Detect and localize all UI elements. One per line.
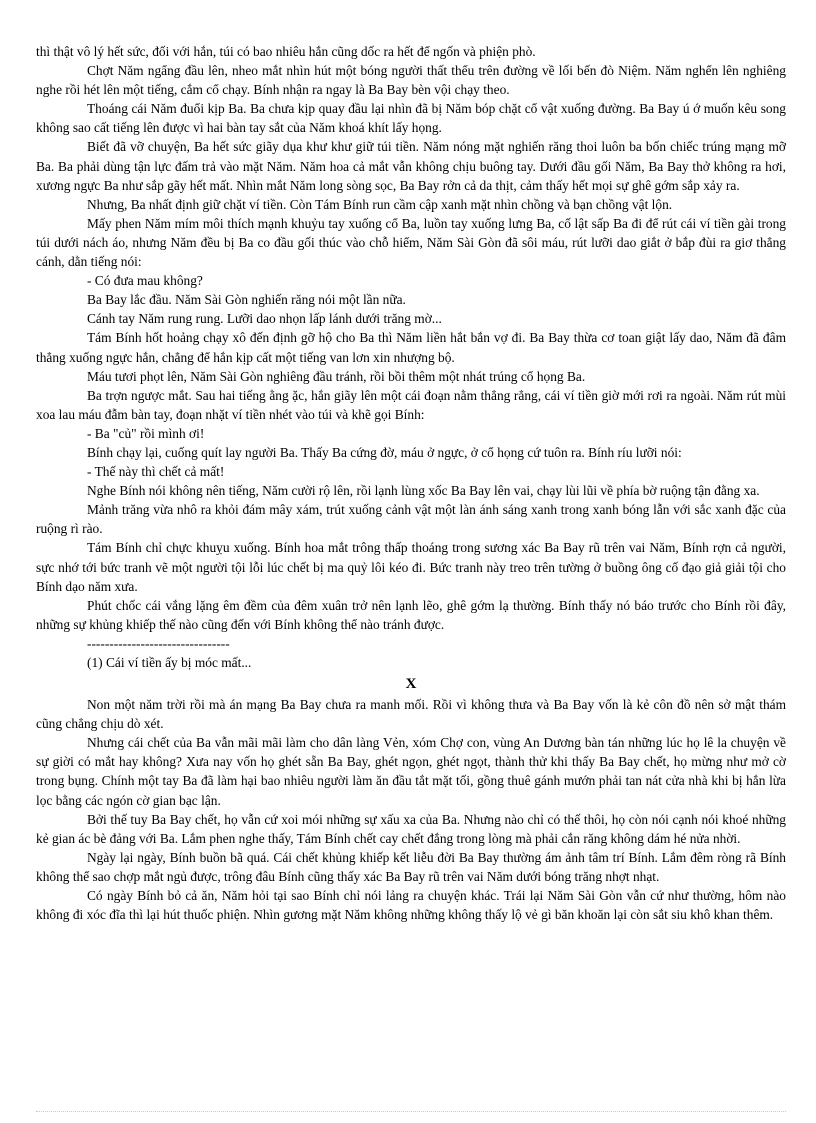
- paragraph-12: Ba trợn ngược mắt. Sau hai tiếng ằng ặc, hắn giãy lên một cái đoạn nằm thẳng rẳng, cái ví tiền giờ mới rơi ra ngoài. Năm rút mùi xoa lau máu đẫm bàn tay, đoạn nhặt ví tiền nhét vào túi và khẽ gọi Bính:: [36, 387, 786, 422]
- paragraph-16: Nghe Bính nói không nên tiếng, Năm cười rộ lên, rồi lạnh lùng xốc Ba Bay lên vai, chạy lùi lũi về phía bờ ruộng tận đằng xa.: [87, 483, 760, 499]
- paragraph-after-1: Non một năm trời rồi mà án mạng Ba Bay chưa ra manh mối. Rồi vì không thưa và Ba Bay vốn là kẻ côn đồ nên sở mật thám cũng chẳng chịu dò xét.: [36, 697, 786, 732]
- paragraph-3: Thoáng cái Năm đuổi kịp Ba. Ba chưa kịp quay đầu lại nhìn đã bị Năm bóp chặt cổ vật xuống đường. Ba Bay ú ớ muốn kêu song không sao cất tiếng lên được vì hai bàn tay sắt của Năm khoá khít lấy họng.: [36, 101, 786, 136]
- paragraph-9: Cánh tay Năm rung rung. Lưỡi dao nhọn lấp lánh dưới trăng mờ...: [87, 311, 442, 327]
- paragraph-after-2: Nhưng cái chết của Ba vẫn mãi mãi làm cho dân làng Vẻn, xóm Chợ con, vùng An Dương bàn tán những lúc họ lê la chuyện về sự giời có mắt hay không? Xưa nay vốn họ ghét sẵn Ba Bay, ghét ngọn, ghét ngọt, thành thử khi thấy Ba Bay chết, họ mừng như mở cờ trong bụng. Chính một tay Ba đã làm hại bao nhiêu người làm ăn đầu tắt mặt tối, gồng thuê gánh mướn phải tan nát cửa nhà khi bị hắn lừa lọc bằng các ngón cờ gian bạc lận.: [36, 735, 786, 808]
- paragraph-4: Biết đã vỡ chuyện, Ba hết sức giãy dụa khư khư giữ túi tiền. Năm nóng mặt nghiến răng thoi luôn ba bốn chiếc trúng mạng mỡ Ba. Ba phải dùng tận lực đấm trả vào mặt Năm. Năm hoa cả mắt vẫn không chịu buông tay. Dưới đầu gối Năm, Ba Bay thở không ra hơi, xương ngực Ba như sắp gãy hết mất. Nhìn mắt Năm long sòng sọc, Ba Bay rởn cả da thịt, cảm thấy hết mọi sự ghê gớm sắp xảy ra.: [36, 139, 786, 193]
- footnote: (1) Cái ví tiền ấy bị móc mất...: [87, 655, 252, 670]
- dialogue-line: - Thế này thì chết cả mất!: [87, 464, 225, 480]
- paragraph-18: Tám Bính chỉ chực khuỵu xuống. Bính hoa mắt trông thấp thoáng trong sương xác Ba Bay rũ trên vai Năm, Bính rợn cả người, sực nhớ tới bức tranh vẽ một người tội lỗi lúc chết bị ma quỷ lôi kéo đi. Bức tranh này treo trên tường ở buồng ông cố đạo giả giải tội cho Bính dạo năm xưa.: [36, 540, 786, 594]
- paragraph-1: thì thật vô lý hết sức, đối với hắn, túi có bao nhiêu hắn cũng dốc ra hết để ngốn và phiện phò.: [36, 44, 536, 59]
- paragraph-14: Bính chạy lại, cuống quít lay người Ba. Thấy Ba cứng đờ, máu ở ngực, ở cổ họng cứ tuôn ra. Bính ríu lưỡi nói:: [87, 444, 682, 460]
- paragraph-after-3: Bởi thế tuy Ba Bay chết, họ vẫn cứ xoi mói những sự xấu xa của Ba. Nhưng nào chỉ có thế thôi, họ còn nói cạnh nói khoé những kẻ gian ác bè đảng với Ba. Lắm phen nghe thấy, Tám Bính chết cay chết đắng trong lòng mà phải cắn răng không dám hé nửa nhời.: [36, 811, 786, 846]
- paragraph-11: Máu tươi phọt lên, Năm Sài Gòn nghiêng đầu tránh, rồi bồi thêm một nhát trúng cổ họng Ba.: [87, 368, 586, 384]
- paragraph-8: Ba Bay lắc đầu. Năm Sài Gòn nghiến răng nói một lần nữa.: [87, 292, 406, 308]
- dialogue-line: - Có đưa mau không?: [87, 273, 203, 289]
- footnote-separator: --------------------------------: [87, 635, 230, 651]
- paragraph-after-5: Có ngày Bính bỏ cả ăn, Năm hỏi tại sao Bính chỉ nói lảng ra chuyện khác. Trái lại Năm Sài Gòn vẫn cứ như thường, hôm nào không đi xóc đĩa thì lại hút thuốc phiện. Nhìn gương mặt Năm không những không thấy lộ vẻ gì băn khoăn lại còn sắt siu khô khan thêm.: [36, 888, 786, 923]
- dialogue-line: - Ba "củ" rồi mình ơi!: [87, 425, 205, 441]
- paragraph-10: Tám Bính hốt hoảng chạy xô đến định gỡ hộ cho Ba thì Năm liền hắt bắn vợ đi. Ba Bay thừa cơ toan giật lấy dao, Năm đã đâm thẳng xuống ngực hắn, chẳng để hắn kịp cất một tiếng van lơn xin nhượng bộ.: [36, 330, 786, 365]
- document-page: [36, 42, 786, 924]
- paragraph-2: Chợt Năm ngẩng đầu lên, nheo mắt nhìn hút một bóng người thất thểu trên đường về lối bến đò Niệm. Năm nghển lên nghiêng nghe rồi hét lên một tiếng, cắm cổ chạy. Bính nhận ra ngay là Ba Bay bèn vội chạy theo.: [36, 63, 786, 98]
- paragraph-6: Mấy phen Năm mím môi thích mạnh khuỷu tay xuống cổ Ba, luồn tay xuống lưng Ba, cố lật sấp Ba đi để rút cái ví tiền gài trong túi dưới nách áo, nhưng Năm đều bị Ba co đầu gối thúc vào chỗ hiểm, Năm Sài Gòn đã sôi máu, rút lưỡi dao giắt ở bắp đùi ra giơ thẳng cánh, dằn tiếng nói:: [36, 215, 786, 270]
- paragraph-after-4: Ngày lại ngày, Bính buồn bã quá. Cái chết khủng khiếp kết liễu đời Ba Bay thường ám ảnh tâm trí Bính. Lắm đêm ròng rã Bính không thể sao chợp mắt ngủ được, trông đâu Bính cũng thấy xác Ba Bay rũ trên vai Năm dưới bóng trăng nhợt nhạt.: [36, 849, 786, 884]
- paragraph-17: Mảnh trăng vừa nhô ra khỏi đám mây xám, trút xuống cảnh vật một làn ánh sáng xanh trong xanh bóng lẫn với sắc xanh đặc của ruộng rì rào.: [36, 502, 786, 537]
- paragraph-19: Phút chốc cái vắng lặng êm đềm của đêm xuân trở nên lạnh lẽo, ghê gớm lạ thường. Bính thấy nó báo trước cho Bính rồi đây, những sự khủng khiếp thế nào cũng đến với Bính không thể nào tránh được.: [36, 597, 786, 632]
- chapter-heading: X: [405, 676, 417, 693]
- paragraph-5: Nhưng, Ba nhất định giữ chặt ví tiền. Còn Tám Bính run cầm cập xanh mặt nhìn chồng và bạn chồng vật lộn.: [87, 196, 673, 212]
- page-bottom-rule: [36, 1111, 786, 1112]
